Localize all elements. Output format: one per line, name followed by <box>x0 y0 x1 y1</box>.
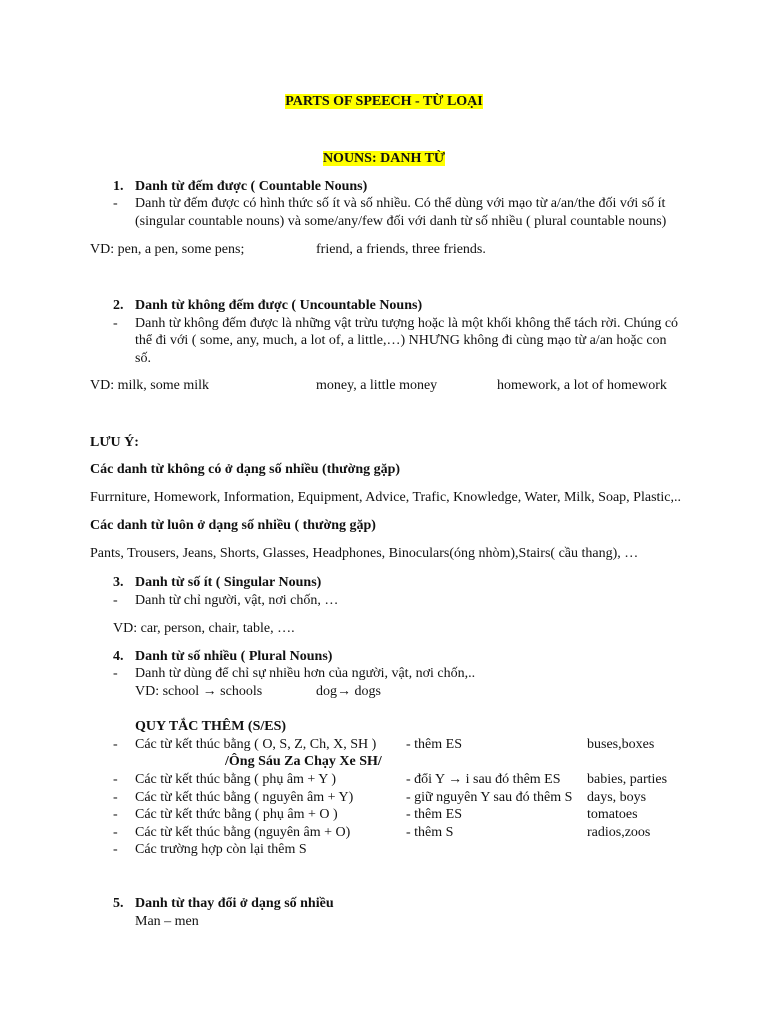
rule-action: - giữ nguyên Y sau đó thêm S <box>406 790 573 805</box>
rule-bullet: - <box>113 807 118 822</box>
arrow-right-icon: → <box>202 684 217 699</box>
arrow-right-icon: → <box>337 684 351 699</box>
rule-example: babies, parties <box>587 772 668 787</box>
s4-example-school <box>135 683 262 700</box>
rules-heading: QUY TẮC THÊM (S/ES) <box>135 719 287 734</box>
rule-bullet: - <box>113 772 118 787</box>
rule-action <box>406 771 561 788</box>
section-subtitle <box>0 150 768 167</box>
s2-text-line3: số. <box>135 351 151 366</box>
s1-example-b: friend, a friends, three friends. <box>316 242 486 257</box>
s3-example: VD: car, person, chair, table, …. <box>113 621 295 636</box>
rule-example: tomatoes <box>587 807 638 822</box>
s4-example-dog-word: dog <box>316 684 337 699</box>
s4-example-dog <box>316 683 381 700</box>
rule-action: - thêm ES <box>406 807 462 822</box>
s3-number: 3. <box>113 575 124 590</box>
s1-text-line2: (singular countable nouns) và some/any/few đối với danh từ số nhiều ( plural countable nouns) <box>135 214 667 229</box>
s4-example-dogs-word: dogs <box>354 684 381 699</box>
s2-example-c: homework, a lot of homework <box>497 378 667 393</box>
s1-example-a: VD: pen, a pen, some pens; <box>90 242 245 257</box>
rule-example: radios,zoos <box>587 825 651 840</box>
rule-bullet: - <box>113 825 118 840</box>
subtitle-text: NOUNS: DANH TỪ <box>322 151 446 166</box>
rule-text: Các từ kết thúc bằng ( phụ âm + Y ) <box>135 772 337 787</box>
s4-bullet: - <box>113 666 118 681</box>
s1-number: 1. <box>113 179 124 194</box>
s4-example-school-word: VD: school <box>135 684 200 699</box>
arrow-right-icon: → <box>448 772 463 787</box>
note-label: LƯU Ý: <box>90 435 139 450</box>
rule-example: buses,boxes <box>587 737 655 752</box>
page-title <box>0 93 768 110</box>
note-heading-plural: Các danh từ luôn ở dạng số nhiều ( thường gặp) <box>90 518 376 533</box>
s4-heading: Danh từ số nhiều ( Plural Nouns) <box>135 649 333 664</box>
rule-text: Các trường hợp còn lại thêm S <box>135 842 307 857</box>
rule-bullet: - <box>113 737 118 752</box>
s2-example-a: VD: milk, some milk <box>90 378 209 393</box>
rule-text: Các từ kết thúc bằng ( O, S, Z, Ch, X, SH ) <box>135 737 377 752</box>
rule-example: days, boys <box>587 790 647 805</box>
rule-action-a: - đổi Y <box>406 772 445 787</box>
rule-bullet: - <box>113 790 118 805</box>
note-list-plural: Pants, Trousers, Jeans, Shorts, Glasses, Headphones, Binoculars(óng nhòm),Stairs( cầu thang), … <box>90 546 639 561</box>
s1-bullet: - <box>113 196 118 211</box>
s2-text-line1: Danh từ không đếm được là những vật trừu tượng hoặc là một khối không thể tách rời. Chúng có <box>135 316 679 331</box>
rule-text: Các từ kết thúc bằng (nguyên âm + O) <box>135 825 351 840</box>
rule-text: Các từ kết thức bằng ( phụ âm + O ) <box>135 807 338 822</box>
rules-mnemonic: /Ông Sáu Za Chạy Xe SH/ <box>225 754 382 769</box>
s2-example-b: money, a little money <box>316 378 438 393</box>
rule-action-b: i sau đó thêm ES <box>465 772 561 787</box>
rule-action: - thêm ES <box>406 737 462 752</box>
rule-bullet: - <box>113 842 118 857</box>
s1-text-line1: Danh từ đếm được có hình thức số ít và số nhiều. Có thể dùng với mạo từ a/an/the đối với số ít <box>135 196 666 211</box>
rule-action: - thêm S <box>406 825 454 840</box>
s5-heading: Danh từ thay đổi ở dạng số nhiều <box>135 896 334 911</box>
s2-bullet: - <box>113 316 118 331</box>
s2-heading: Danh từ không đếm được ( Uncountable Nouns) <box>135 298 423 313</box>
s1-heading: Danh từ đếm được ( Countable Nouns) <box>135 179 368 194</box>
s3-bullet: - <box>113 593 118 608</box>
s5-number: 5. <box>113 896 124 911</box>
s3-heading: Danh từ số ít ( Singular Nouns) <box>135 575 322 590</box>
s4-number: 4. <box>113 649 124 664</box>
s5-example: Man – men <box>135 914 199 929</box>
rule-text: Các từ kết thúc bằng ( nguyên âm + Y) <box>135 790 354 805</box>
s4-text-line1: Danh từ dùng để chỉ sự nhiều hơn của người, vật, nơi chốn,.. <box>135 666 476 681</box>
s2-text-line2: thể đi với ( some, any, much, a lot of, a little,…) NHƯNG không đi cùng mạo từ a/an hoặc con <box>135 333 667 348</box>
s3-text-line1: Danh từ chỉ người, vật, nơi chốn, … <box>135 593 339 608</box>
s2-number: 2. <box>113 298 124 313</box>
s4-example-schools-word: schools <box>220 684 263 699</box>
title-text: PARTS OF SPEECH - TỪ LOẠI <box>285 94 483 109</box>
note-list-uncountable: Furrniture, Homework, Information, Equipment, Advice, Trafic, Knowledge, Water, Milk, Soap, Plastic,.. <box>90 490 682 505</box>
note-heading-uncountable: Các danh từ không có ở dạng số nhiều (thường gặp) <box>90 462 401 477</box>
